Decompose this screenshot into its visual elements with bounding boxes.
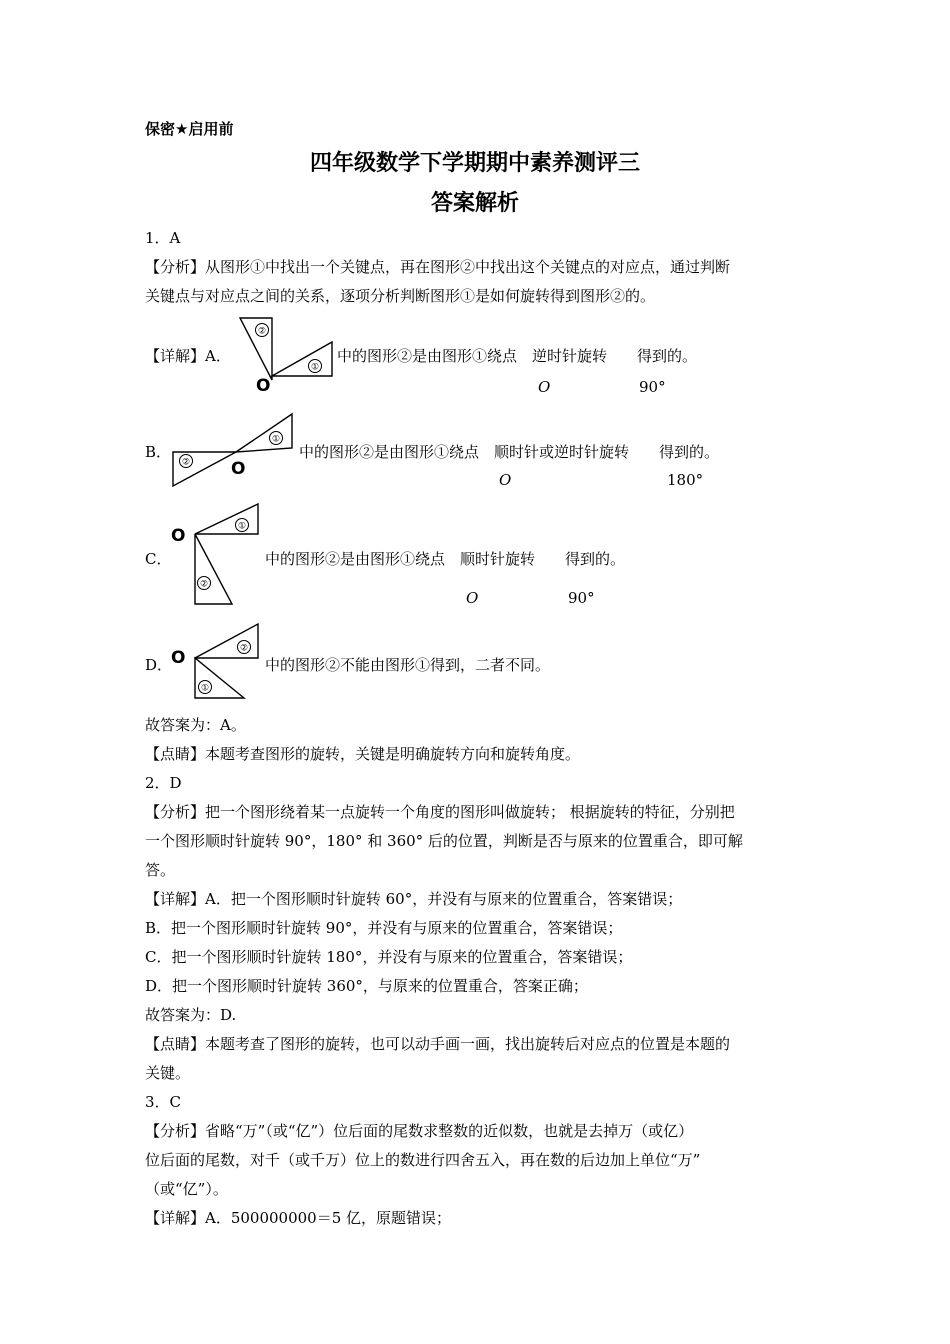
figure-c-label-2: ② — [199, 579, 209, 590]
figure-b-label-2: ② — [181, 457, 191, 468]
page-subtitle: 答案解析 — [430, 191, 519, 216]
q1-number: 1．A — [145, 229, 181, 247]
confidential-label: 保密★启用前 — [145, 120, 234, 138]
figure-b-point-o: O — [231, 459, 246, 479]
figure-a-point-o: O — [256, 376, 271, 394]
q2-analysis-line-2: 一个图形顺时针旋转 90°，180° 和 360° 后的位置，判断是否与原来的位置重合，即可解 — [145, 832, 743, 850]
q2-analysis-line-1: 【分析】把一个图形绕着某一点旋转一个角度的图形叫做旋转； 根据旋转的特征，分别把 — [145, 803, 735, 821]
q1-comment: 【点睛】本题考查图形的旋转，关键是明确旋转方向和旋转角度。 — [145, 745, 581, 763]
q2-answer: 故答案为：D. — [145, 1006, 237, 1024]
q1-option-a-text: 中的图形②是由图形①绕点 逆时针旋转 得到的。 — [337, 347, 698, 365]
q1-option-d-text: 中的图形②不能由图形①得到，二者不同。 — [265, 656, 551, 674]
figure-d — [168, 620, 264, 702]
q1-option-b-text: 中的图形②是由图形①绕点 顺时针或逆时针旋转 得到的。 — [299, 443, 720, 461]
figure-d-label-2: ② — [239, 643, 249, 654]
figure-c — [168, 500, 264, 608]
figure-a-label-1: ① — [310, 362, 320, 373]
q1-option-c-text: 中的图形②是由图形①绕点 顺时针旋转 得到的。 — [265, 550, 626, 568]
figure-a-label-2: ② — [257, 326, 267, 337]
q2-detail-d: D．把一个图形顺时针旋转 360°，与原来的位置重合，答案正确； — [145, 977, 588, 995]
q1-option-c-point: O — [466, 589, 479, 607]
q1-option-a-point: O — [538, 378, 551, 396]
q1-option-a-angle: 90° — [639, 378, 666, 396]
q1-option-c-angle: 90° — [568, 589, 595, 607]
q1-analysis-line-1: 【分析】从图形①中找出一个关键点，再在图形②中找出这个关键点的对应点，通过判断 — [145, 258, 731, 276]
figure-b — [170, 410, 298, 490]
q1-option-b-point: O — [499, 471, 512, 489]
q1-option-c-label: C． — [145, 550, 172, 568]
figure-a — [238, 314, 338, 394]
figure-c-triangle-2 — [195, 534, 232, 604]
q2-detail-a: 【详解】A．把一个图形顺时针旋转 60°，并没有与原来的位置重合，答案错误； — [145, 890, 683, 908]
q1-option-b-label: B． — [145, 443, 172, 461]
q3-number: 3．C — [145, 1093, 182, 1111]
q2-comment-line-1: 【点睛】本题考查了图形的旋转，也可以动手画一画，找出旋转后对应点的位置是本题的 — [145, 1035, 731, 1053]
figure-c-triangle-1 — [195, 504, 258, 534]
q2-detail-c: C．把一个图形顺时针旋转 180°，并没有与原来的位置重合，答案错误； — [145, 948, 633, 966]
figure-a-triangle-1 — [272, 342, 332, 376]
figure-b-triangle-1 — [236, 414, 292, 452]
q3-detail-a: 【详解】A．500000000＝5 亿，原题错误； — [145, 1209, 452, 1227]
q3-analysis-line-3: （或“亿”）。 — [145, 1180, 228, 1198]
q3-analysis-line-1: 【分析】省略“万”（或“亿”）位后面的尾数求整数的近似数，也就是去掉万（或亿） — [145, 1122, 694, 1140]
figure-b-label-1: ① — [271, 434, 281, 445]
q3-analysis-line-2: 位后面的尾数，对千（或千万）位上的数进行四舍五入，再在数的后边加上单位“万” — [145, 1151, 701, 1169]
q1-option-d-label: D． — [145, 656, 173, 674]
page-title: 四年级数学下学期期中素养测评三 — [309, 151, 640, 176]
q2-comment-line-2: 关键。 — [145, 1064, 191, 1082]
figure-d-triangle-2 — [195, 624, 258, 658]
q1-detail-a-prefix: 【详解】A． — [145, 347, 231, 365]
q2-number: 2．D — [145, 774, 182, 792]
q1-answer: 故答案为：A。 — [145, 716, 246, 734]
figure-d-point-o: O — [171, 648, 186, 668]
q2-detail-b: B．把一个图形顺时针旋转 90°，并没有与原来的位置重合，答案错误； — [145, 919, 623, 937]
figure-c-label-1: ① — [237, 521, 247, 532]
q1-analysis-line-2: 关键点与对应点之间的关系，逐项分析判断图形①是如何旋转得到图形②的。 — [145, 287, 656, 305]
figure-d-label-1: ① — [200, 683, 210, 694]
figure-c-point-o: O — [171, 526, 186, 546]
q1-option-b-angle: 180° — [667, 471, 704, 489]
q2-analysis-line-3: 答。 — [145, 861, 176, 879]
